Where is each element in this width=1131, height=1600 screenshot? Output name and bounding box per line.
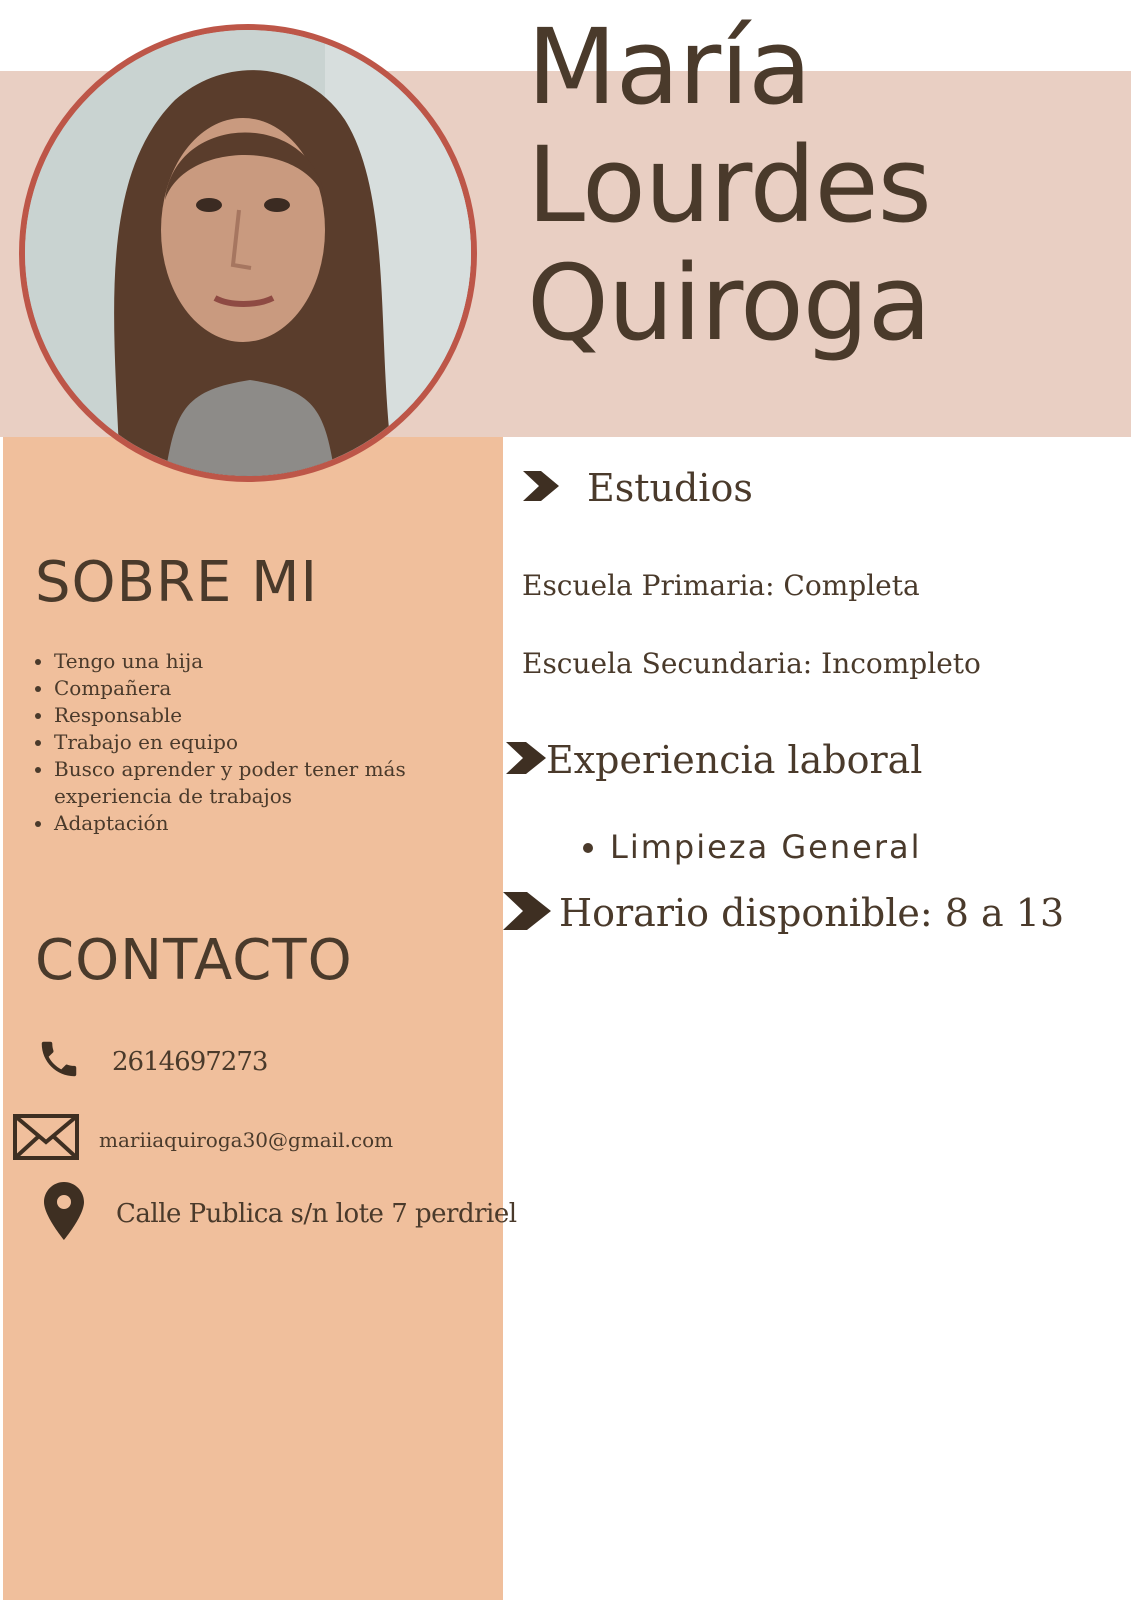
contact-title: CONTACTO xyxy=(35,928,353,993)
phone-icon xyxy=(36,1036,82,1087)
about-item: • Compañera xyxy=(54,675,484,702)
experience-item: • Limpieza General xyxy=(610,828,921,866)
portrait-illustration xyxy=(25,30,471,476)
section-studies-title: Estudios xyxy=(587,466,753,510)
person-name xyxy=(527,8,931,362)
chevron-right-icon xyxy=(523,471,559,505)
section-availability-heading xyxy=(503,891,1064,935)
email-address[interactable]: mariiaquiroga30@gmail.com xyxy=(99,1127,394,1152)
experience-list xyxy=(574,828,921,866)
about-title: SOBRE MI xyxy=(35,550,318,615)
contact-address-row xyxy=(44,1182,517,1245)
name-last: Quiroga xyxy=(527,242,931,364)
about-item: • Adaptación xyxy=(54,810,484,837)
section-availability-title: Horario disponible: 8 a 13 xyxy=(559,891,1065,935)
study-line: Escuela Secundaria: Incompleto xyxy=(522,647,981,680)
about-item: • Responsable xyxy=(54,702,484,729)
name-middle: Lourdes xyxy=(527,124,931,246)
about-item: • Tengo una hija xyxy=(54,648,484,675)
about-item: • Busco aprender y poder tener más experiencia de trabajos xyxy=(54,756,484,810)
about-list xyxy=(34,648,484,837)
phone-number[interactable]: 2614697273 xyxy=(112,1046,268,1077)
chevron-right-icon xyxy=(506,742,546,778)
section-studies-heading xyxy=(523,466,753,510)
envelope-icon xyxy=(13,1114,79,1165)
name-first: María xyxy=(527,6,811,128)
profile-photo xyxy=(19,24,477,482)
contact-phone-row xyxy=(36,1036,267,1087)
contact-email-row xyxy=(13,1114,393,1165)
section-experience-title: Experiencia laboral xyxy=(546,738,923,782)
about-item: • Trabajo en equipo xyxy=(54,729,484,756)
section-experience-heading xyxy=(506,738,922,782)
address: Calle Publica s/n lote 7 perdriel xyxy=(116,1198,517,1229)
study-line: Escuela Primaria: Completa xyxy=(522,569,920,602)
chevron-right-icon xyxy=(503,892,551,934)
location-pin-icon xyxy=(44,1182,84,1245)
